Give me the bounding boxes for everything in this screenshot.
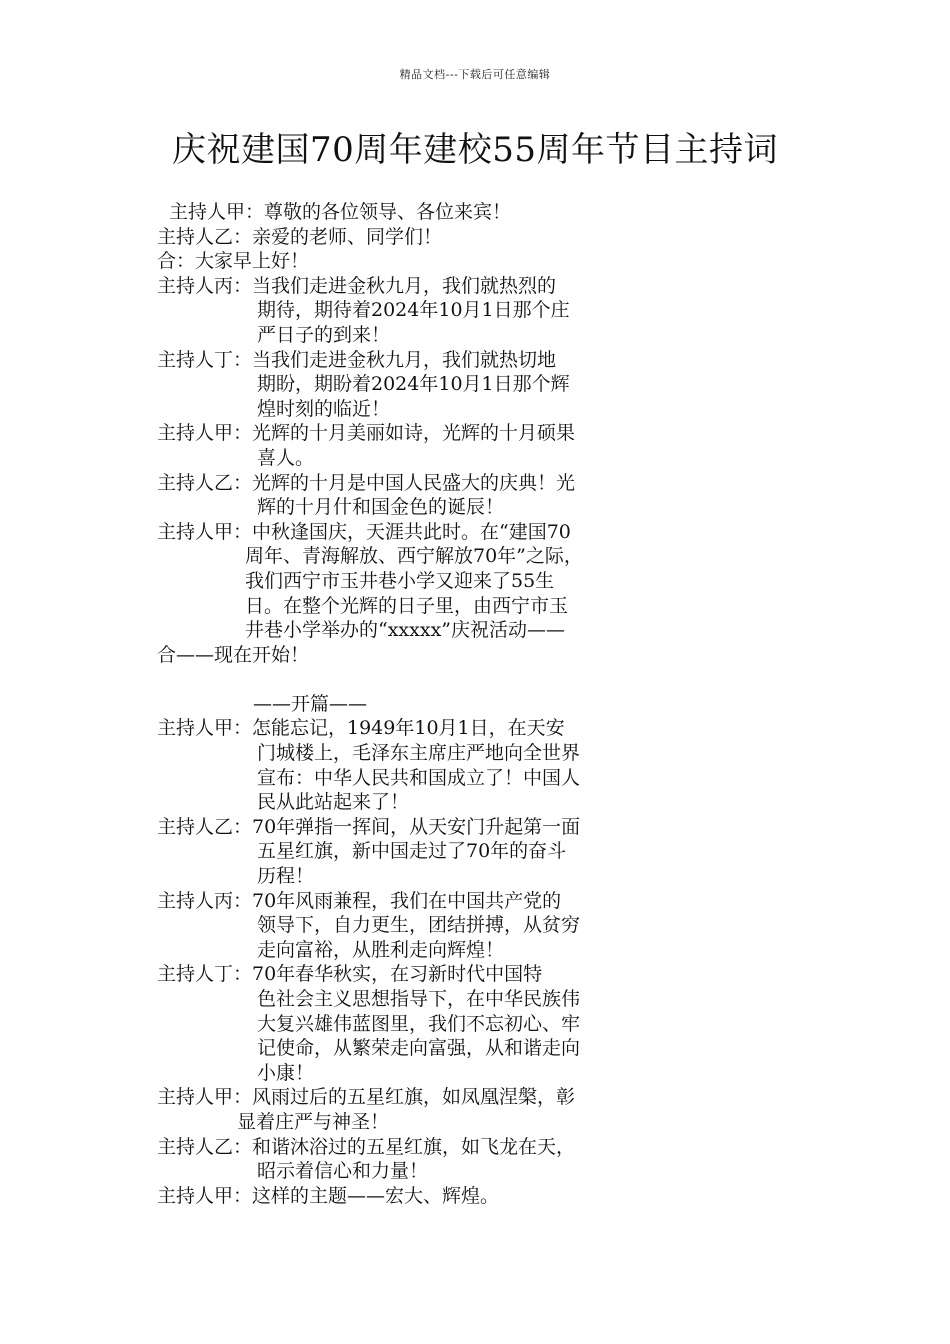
script-line: 主持人甲：尊敬的各位领导、各位来宾！ — [169, 201, 512, 223]
script-line: 历程！ — [257, 865, 315, 888]
script-line: 期盼，期盼着2024年10月1日那个辉 — [257, 373, 570, 396]
script-line: 主持人甲：中秋逢国庆，天涯共此时。在“建国70 — [157, 520, 571, 543]
script-line: 煌时刻的临近！ — [257, 397, 391, 420]
script-line: 主持人甲：怎能忘记，1949年10月1日，在天安 — [157, 717, 565, 740]
script-line: 大复兴雄伟蓝图里，我们不忘初心、牢 — [257, 1012, 581, 1035]
script-line — [157, 667, 677, 692]
script-line: 主持人乙：70年弹指一挥间，从天安门升起第一面 — [157, 815, 581, 838]
script-line: 主持人丙：70年风雨兼程，我们在中国共产党的 — [157, 889, 562, 912]
script-line: 记使命，从繁荣走向富强，从和谐走向 — [257, 1037, 581, 1060]
script-line: 门城楼上，毛泽东主席庄严地向全世界 — [257, 742, 581, 765]
script-line: 辉的十月什和国金色的诞辰！ — [257, 496, 505, 519]
script-line: 期待，期待着2024年10月1日那个庄 — [257, 299, 570, 322]
script-line: 小康！ — [257, 1061, 315, 1084]
script-line: 喜人。 — [257, 446, 315, 469]
script-line: 色社会主义思想指导下，在中华民族伟 — [257, 988, 581, 1010]
script-line: 我们西宁市玉井巷小学又迎来了55生 — [245, 569, 555, 592]
script-line: 走向富裕，从胜利走向辉煌！ — [257, 938, 505, 961]
script-line: 昭示着信心和力量！ — [257, 1160, 429, 1183]
script-line: 主持人丁：当我们走进金秋九月，我们就热切地 — [157, 348, 557, 371]
script-line: 主持人甲：风雨过后的五星红旗，如凤凰涅槃，彰 — [157, 1086, 576, 1109]
script-line: 五星红旗，新中国走过了70年的奋斗 — [257, 840, 567, 863]
script-line: 主持人乙：光辉的十月是中国人民盛大的庆典！光 — [157, 471, 576, 494]
script-line: 主持人乙：亲爱的老师、同学们！ — [157, 225, 443, 248]
document-title: 庆祝建国70周年建校55周年节目主持词 — [171, 130, 779, 170]
script-line: 主持人乙：和谐沐浴过的五星红旗，如飞龙在天， — [157, 1135, 576, 1158]
script-line: ——开篇—— — [253, 692, 368, 715]
script-line: 井巷小学举办的“xxxxx”庆祝活动—— — [245, 619, 566, 642]
script-line: 日。在整个光辉的日子里，由西宁市玉 — [245, 594, 569, 617]
header-watermark: 精品文档---下载后可任意编辑 — [399, 68, 551, 81]
script-line: 主持人丙：当我们走进金秋九月，我们就热烈的 — [157, 274, 557, 297]
script-line: 领导下，自力更生，团结拼搏，从贫穷 — [257, 914, 581, 937]
script-line: 合：大家早上好！ — [157, 250, 310, 273]
script-line: 主持人甲：光辉的十月美丽如诗，光辉的十月硕果 — [157, 422, 576, 445]
script-line: 宣布：中华人民共和国成立了！中国人 — [257, 766, 581, 789]
script-line: 严日子的到来！ — [257, 323, 391, 346]
script-line: 周年、青海解放、西宁解放70年”之际， — [245, 545, 583, 568]
script-line: 合——现在开始！ — [157, 643, 310, 666]
script-line: 民从此站起来了！ — [257, 791, 410, 814]
script-line: 主持人丁：70年春华秋实，在习新时代中国特 — [157, 963, 543, 986]
script-line: 主持人甲：这样的主题——宏大、辉煌。 — [157, 1184, 500, 1207]
host-script-body — [157, 200, 677, 1208]
script-line: 显着庄严与神圣！ — [237, 1110, 390, 1133]
